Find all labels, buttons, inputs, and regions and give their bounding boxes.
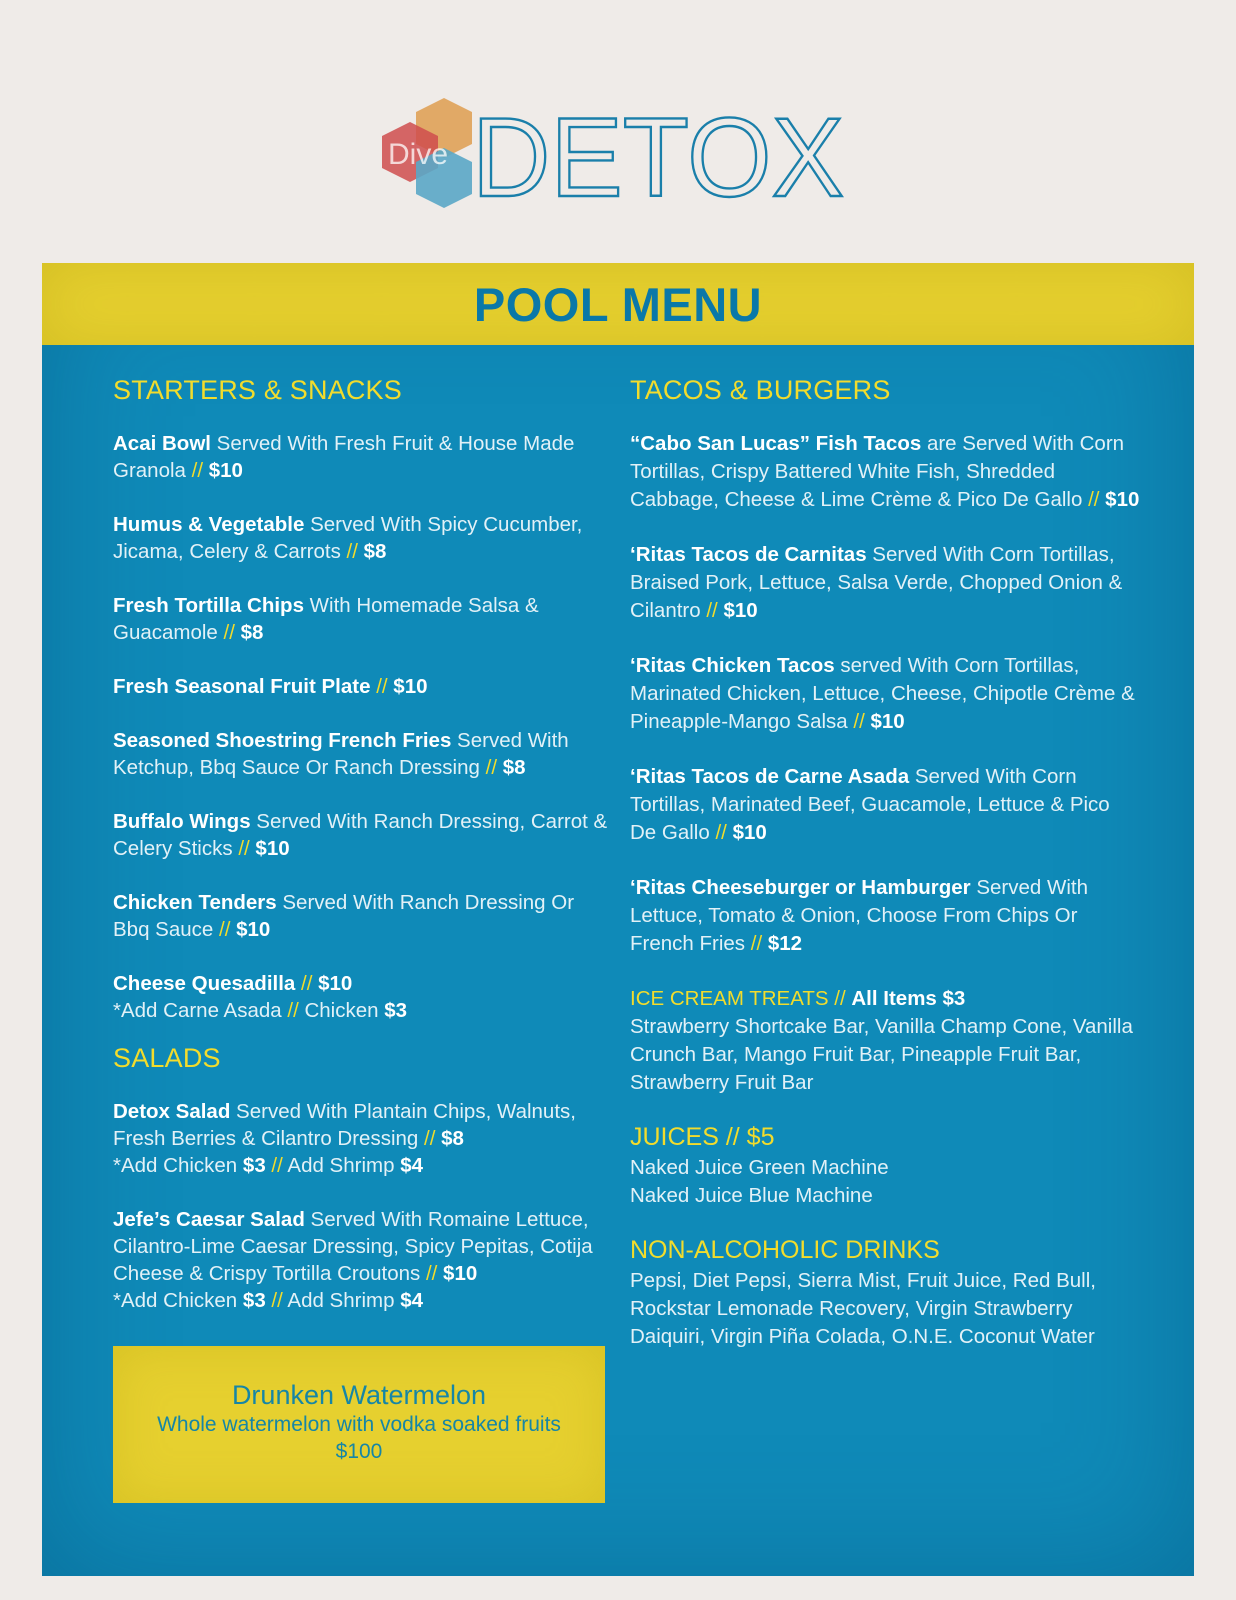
item-description: Served With Ketchup, Bbq Sauce Or Ranch Dressing <box>113 729 569 779</box>
item-name: Humus & Vegetable <box>113 513 305 536</box>
addon-separator: // <box>265 1154 288 1177</box>
item-name: Chicken Tenders <box>113 891 277 914</box>
item-name: “Cabo San Lucas” Fish Tacos <box>630 432 922 455</box>
item-price: $8 <box>234 621 264 644</box>
item-price: $10 <box>864 710 905 733</box>
list-item <box>630 874 1140 958</box>
tacos-list <box>630 430 1140 958</box>
list-item <box>630 541 1140 625</box>
juices-list <box>630 1154 1140 1210</box>
item-price: $8 <box>357 540 387 563</box>
item-separator: // <box>191 459 204 482</box>
starters-heading: STARTERS & SNACKS <box>113 375 402 405</box>
item-separator: // <box>750 932 763 955</box>
item-price: $10 <box>437 1262 478 1285</box>
item-name: Fresh Tortilla Chips <box>113 594 304 617</box>
addon-text: Add Shrimp <box>287 1289 401 1312</box>
ice-cream-items: Strawberry Shortcake Bar, Vanilla Champ Cone, Vanilla Crunch Bar, Mango Fruit Bar, Pineapple Fruit Bar, Strawberry Fruit Bar <box>630 1015 1133 1094</box>
item-separator: // <box>238 837 250 860</box>
item-name: ‘Ritas Tacos de Carne Asada <box>630 765 910 788</box>
item-price: $10 <box>1099 488 1140 511</box>
logo-brand-text: DETOX <box>472 95 844 220</box>
item-description: Served With Corn Tortillas, Marinated Beef, Guacamole, Lettuce & Pico De Gallo <box>630 765 1110 844</box>
feature-price: $100 <box>335 1440 383 1463</box>
pool-menu-banner <box>42 263 1194 345</box>
addon-price: $4 <box>400 1289 424 1312</box>
list-item <box>113 1206 613 1314</box>
logo-badge-text: Dive <box>388 138 449 171</box>
left-column <box>113 375 613 1341</box>
item-description: With Homemade Salsa & Guacamole <box>113 594 539 644</box>
juices-heading: JUICES // $5 <box>630 1123 775 1151</box>
page-title: POOL MENU <box>473 277 763 331</box>
addon-text: *Add Carne Asada <box>113 999 288 1022</box>
item-name: Cheese Quesadilla <box>113 972 296 995</box>
item-separator: // <box>853 710 865 733</box>
drinks-heading: NON-ALCOHOLIC DRINKS <box>630 1236 940 1264</box>
list-item <box>113 727 613 781</box>
addon-text: Add Shrimp <box>287 1154 401 1177</box>
addon-separator: // <box>265 1289 288 1312</box>
item-name: Detox Salad <box>113 1100 231 1123</box>
item-description: Served With Lettuce, Tomato & Onion, Choose From Chips Or French Fries <box>630 876 1088 955</box>
addon-price: $4 <box>400 1154 424 1177</box>
item-price: $8 <box>497 756 526 779</box>
list-item <box>113 592 613 646</box>
tacos-heading: TACOS & BURGERS <box>630 375 891 405</box>
item-separator: // <box>424 1127 436 1150</box>
list-item <box>630 430 1140 514</box>
list-item <box>113 1098 613 1179</box>
item-description: Served With Romaine Lettuce, Cilantro-Lime Caesar Dressing, Spicy Pepitas, Cotija Cheese & Crispy Tortilla Croutons <box>113 1208 593 1285</box>
ice-cream-separator: // <box>828 987 852 1010</box>
item-price: $10 <box>312 972 353 995</box>
list-item <box>113 511 613 565</box>
item-description: served With Corn Tortillas, Marinated Chicken, Lettuce, Cheese, Chipotle Crème & Pineapple-Mango Salsa <box>630 654 1135 733</box>
item-addon <box>113 1152 613 1179</box>
detox-logo <box>374 92 864 222</box>
item-separator: // <box>219 918 231 941</box>
item-name: Jefe’s Caesar Salad <box>113 1208 305 1231</box>
item-separator: // <box>715 821 727 844</box>
item-separator: // <box>346 540 358 563</box>
ice-cream-section <box>630 985 1140 1097</box>
item-addon <box>113 1287 613 1314</box>
logo-graphic <box>374 92 864 222</box>
list-item <box>630 763 1140 847</box>
item-separator: // <box>706 599 718 622</box>
item-separator: // <box>485 756 498 779</box>
item-separator: // <box>223 621 235 644</box>
list-item <box>113 673 613 700</box>
item-description: Served With Spicy Cucumber, Jicama, Celery & Carrots <box>113 513 583 563</box>
item-name: ‘Ritas Cheeseburger or Hamburger <box>630 876 971 899</box>
addon-price: $3 <box>242 1289 266 1312</box>
item-price: $10 <box>249 837 290 860</box>
addon-price: $3 <box>242 1154 266 1177</box>
list-item <box>113 430 613 484</box>
item-description: Served With Ranch Dressing Or Bbq Sauce <box>113 891 575 941</box>
item-separator: // <box>376 675 388 698</box>
item-description: Served With Plantain Chips, Walnuts, Fresh Berries & Cilantro Dressing <box>113 1100 576 1150</box>
item-description: Served With Ranch Dressing, Carrot & Celery Sticks <box>113 810 608 860</box>
item-separator: // <box>295 972 313 995</box>
item-description: Served With Fresh Fruit & House Made Granola <box>113 432 575 482</box>
drinks-list: Pepsi, Diet Pepsi, Sierra Mist, Fruit Juice, Red Bull, Rockstar Lemonade Recovery, Virgin Strawberry Daiquiri, Virgin Piña Colada, O.N.E. Coconut Water <box>630 1269 1096 1348</box>
item-price: $10 <box>726 821 767 844</box>
item-name: Fresh Seasonal Fruit Plate <box>113 675 371 698</box>
salads-heading: SALADS <box>113 1043 221 1073</box>
item-price: $10 <box>387 675 428 698</box>
item-name: Acai Bowl <box>113 432 211 455</box>
addon-price: $3 <box>384 999 408 1022</box>
item-price: $12 <box>762 932 803 955</box>
item-description: are Served With Corn Tortillas, Crispy Battered White Fish, Shredded Cabbage, Cheese & Lime Crème & Pico De Gallo <box>630 432 1125 511</box>
starters-list <box>113 430 613 943</box>
list-item <box>113 889 613 943</box>
item-price: $8 <box>435 1127 464 1150</box>
feature-description: Whole watermelon with vodka soaked fruits <box>157 1413 561 1436</box>
addon-text: Chicken <box>298 999 385 1022</box>
ice-cream-note: All Items $3 <box>851 987 966 1010</box>
list-item <box>113 808 613 862</box>
menu-panel <box>42 263 1194 1576</box>
item-price: $10 <box>203 459 243 482</box>
addon-text: *Add Chicken <box>113 1154 243 1177</box>
list-item <box>113 970 613 1024</box>
ice-cream-heading: ICE CREAM TREATS <box>630 987 829 1010</box>
item-separator: // <box>425 1262 438 1285</box>
item-name: Seasoned Shoestring French Fries <box>113 729 452 752</box>
addon-separator: // <box>287 999 299 1022</box>
drunken-watermelon-feature <box>113 1346 605 1503</box>
right-column <box>630 375 1140 1377</box>
item-addon <box>113 997 613 1024</box>
juice-item: Naked Juice Blue Machine <box>630 1184 873 1207</box>
juice-item: Naked Juice Green Machine <box>630 1156 889 1179</box>
addon-text: *Add Chicken <box>113 1289 243 1312</box>
item-price: $10 <box>230 918 271 941</box>
item-description: Served With Corn Tortillas, Braised Pork, Lettuce, Salsa Verde, Chopped Onion & Cilantro <box>630 543 1123 622</box>
list-item <box>630 652 1140 736</box>
item-price: $10 <box>717 599 758 622</box>
item-name: ‘Ritas Chicken Tacos <box>630 654 835 677</box>
item-name: ‘Ritas Tacos de Carnitas <box>630 543 867 566</box>
feature-title: Drunken Watermelon <box>231 1380 487 1410</box>
item-name: Buffalo Wings <box>113 810 251 833</box>
item-separator: // <box>1088 488 1100 511</box>
